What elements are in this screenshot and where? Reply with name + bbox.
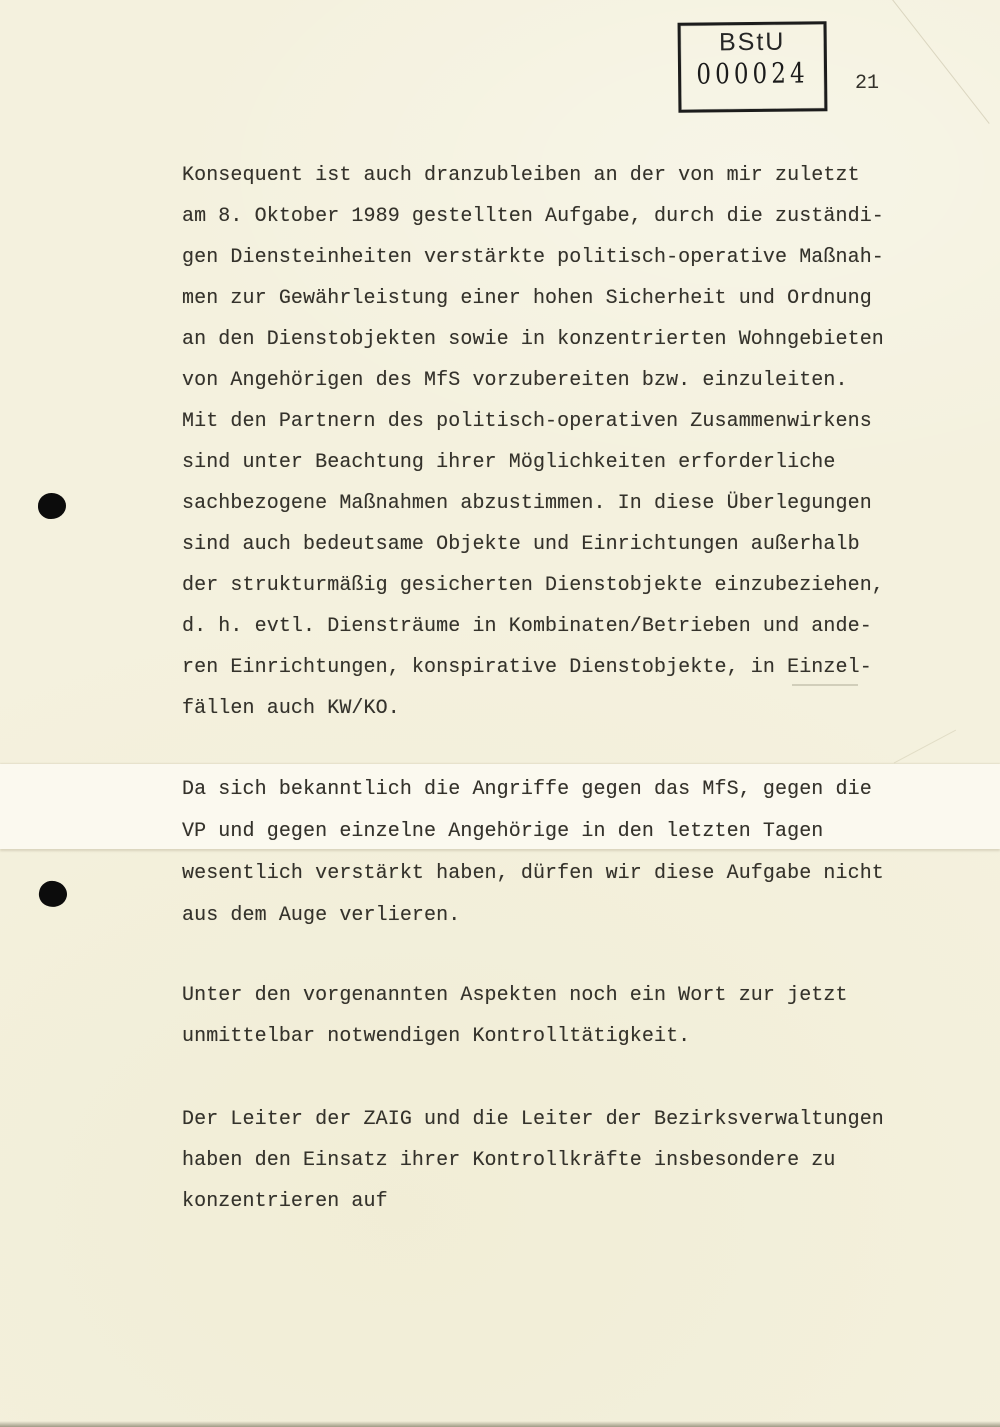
- page-bottom-edge-shadow: [0, 1421, 1000, 1427]
- paragraph: [182, 155, 884, 729]
- text-line: wesentlich verstärkt haben, dürfen wir diese Aufgabe nicht: [182, 862, 884, 885]
- paragraph: [182, 1099, 884, 1222]
- text-line: Der Leiter der ZAIG und die Leiter der Bezirksverwaltungen: [182, 1108, 884, 1131]
- crease-mark: [894, 730, 956, 764]
- faint-underline-mark: [792, 684, 858, 686]
- crease-mark: [890, 0, 989, 124]
- hole-punch-top: [38, 493, 66, 519]
- bstu-archive-stamp: [678, 21, 828, 113]
- paragraph: [182, 769, 884, 937]
- text-line: am 8. Oktober 1989 gestellten Aufgabe, durch die zuständi-: [182, 205, 884, 228]
- paragraph: [182, 975, 848, 1057]
- text-line: konzentrieren auf: [182, 1190, 388, 1213]
- text-line: men zur Gewährleistung einer hohen Sicherheit und Ordnung: [182, 287, 872, 310]
- stamp-serial-number: 000024: [696, 56, 809, 91]
- text-line: von Angehörigen des MfS vorzubereiten bzw. einzuleiten.: [182, 369, 848, 392]
- text-line: Konsequent ist auch dranzubleiben an der von mir zuletzt: [182, 164, 860, 187]
- text-line: sind auch bedeutsame Objekte und Einrichtungen außerhalb: [182, 533, 860, 556]
- stamp-org-label: BStU: [718, 27, 786, 57]
- text-line: der strukturmäßig gesicherten Dienstobjekte einzubeziehen,: [182, 574, 884, 597]
- text-line: ren Einrichtungen, konspirative Dienstobjekte, in Einzel-: [182, 656, 872, 679]
- text-line: unmittelbar notwendigen Kontrolltätigkeit.: [182, 1025, 691, 1048]
- text-line: Unter den vorgenannten Aspekten noch ein Wort zur jetzt: [182, 984, 848, 1007]
- text-line: fällen auch KW/KO.: [182, 697, 400, 720]
- hole-punch-bottom: [37, 878, 70, 909]
- text-line: Da sich bekanntlich die Angriffe gegen das MfS, gegen die: [182, 778, 872, 801]
- page-number: 21: [855, 72, 880, 95]
- text-line: Mit den Partnern des politisch-operativen Zusammenwirkens: [182, 410, 872, 433]
- text-line: VP und gegen einzelne Angehörige in den letzten Tagen: [182, 820, 824, 843]
- text-line: aus dem Auge verlieren.: [182, 904, 461, 927]
- text-line: sachbezogene Maßnahmen abzustimmen. In diese Überlegungen: [182, 492, 872, 515]
- text-line: sind unter Beachtung ihrer Möglichkeiten erforderliche: [182, 451, 836, 474]
- text-line: haben den Einsatz ihrer Kontrollkräfte insbesondere zu: [182, 1149, 836, 1172]
- text-line: gen Diensteinheiten verstärkte politisch-operative Maßnah-: [182, 246, 884, 269]
- text-line: an den Dienstobjekten sowie in konzentrierten Wohngebieten: [182, 328, 884, 351]
- text-line: d. h. evtl. Diensträume in Kombinaten/Betrieben und ande-: [182, 615, 872, 638]
